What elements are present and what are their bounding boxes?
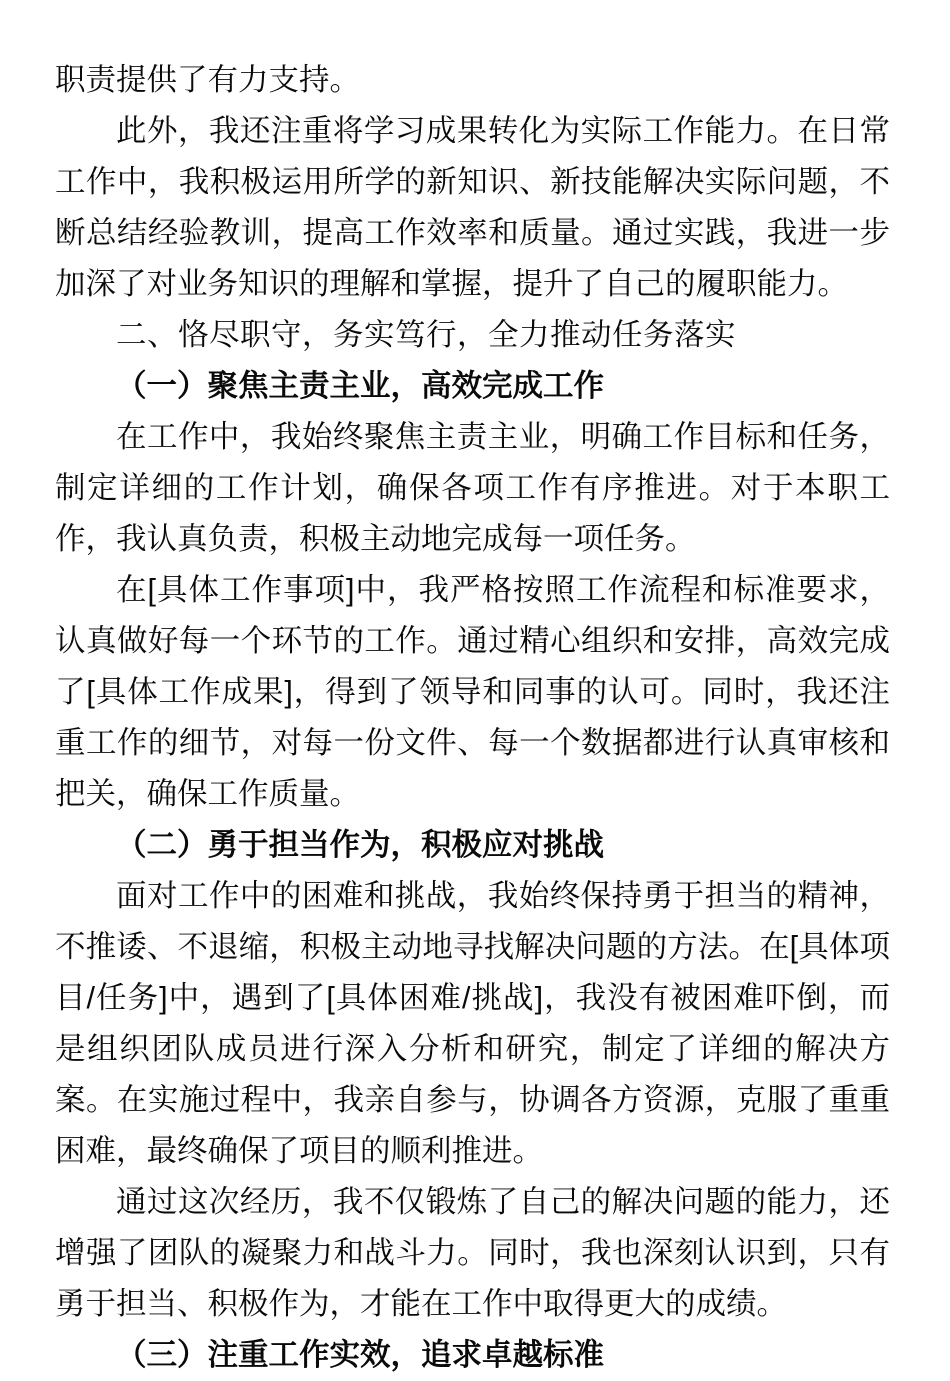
section-heading-two: 二、恪尽职守，务实笃行，全力推动任务落实	[116, 318, 736, 352]
paragraph: 通过这次经历，我不仅锻炼了自己的解决问题的能力，还增强了团队的凝聚力和战斗力。同时，我也深刻认识到，只有勇于担当、积极作为，才能在工作中取得更大的成绩。	[55, 1185, 890, 1321]
paragraph: 面对工作中的困难和挑战，我始终保持勇于担当的精神，不推诿、不退缩，积极主动地寻找解决问题的方法。在[具体项目/任务]中，遇到了[具体困难/挑战]，我没有被困难吓倒，而是组织团队成员进行深入分析和研究，制定了详细的解决方案。在实施过程中，我亲自参与，协调各方资源，克服了重重困难，最终确保了项目的顺利推进。	[55, 879, 890, 1168]
paragraph: 在工作中，我始终聚焦主责主业，明确工作目标和任务，制定详细的工作计划，确保各项工作有序推进。对于本职工作，我认真负责，积极主动地完成每一项任务。	[55, 420, 890, 556]
document-body	[55, 55, 890, 1381]
sub-heading-three: （三）注重工作实效，追求卓越标准	[116, 1338, 604, 1372]
paragraph: 在[具体工作事项]中，我严格按照工作流程和标准要求，认真做好每一个环节的工作。通过精心组织和安排，高效完成了[具体工作成果]，得到了领导和同事的认可。同时，我还注重工作的细节，对每一份文件、每一个数据都进行认真审核和把关，确保工作质量。	[55, 573, 890, 811]
paragraph: 此外，我还注重将学习成果转化为实际工作能力。在日常工作中，我积极运用所学的新知识、新技能解决实际问题，不断总结经验教训，提高工作效率和质量。通过实践，我进一步加深了对业务知识的理解和掌握，提升了自己的履职能力。	[55, 114, 890, 301]
sub-heading-two: （二）勇于担当作为，积极应对挑战	[116, 828, 604, 862]
sub-heading-one: （一）聚焦主责主业，高效完成工作	[116, 369, 604, 403]
paragraph-continuation: 职责提供了有力支持。	[55, 63, 360, 97]
